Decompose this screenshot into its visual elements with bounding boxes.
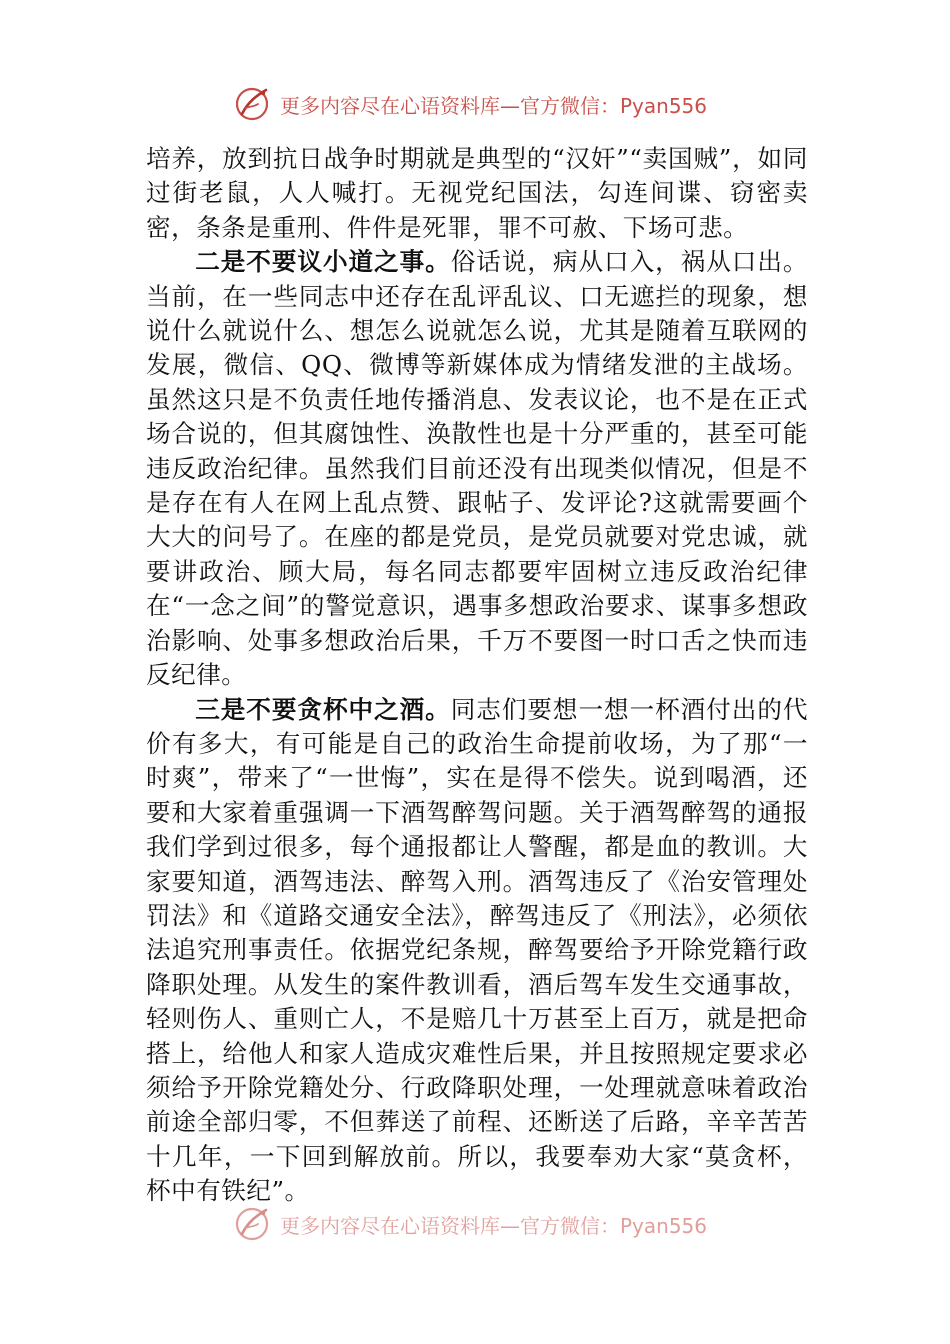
footer-banner <box>232 1204 752 1244</box>
paragraph-1-text: 培养，放到抗日战争时期就是典型的“汉奸”“卖国贼”，如同过街老鼠，人人喊打。无视党纪国法，勾连间谍、窃密卖密，条条是重刑、件件是死罪，罪不可赦、下场可悲。 <box>146 144 808 242</box>
document-body <box>146 142 808 1209</box>
footer-banner-text: 更多内容尽在心语资料库—官方微信：Pyan556 <box>280 1213 708 1238</box>
header-banner-text: 更多内容尽在心语资料库—官方微信：Pyan556 <box>280 93 708 118</box>
paragraph-3 <box>146 693 808 1209</box>
paragraph-2 <box>146 245 808 692</box>
paragraph-1 <box>146 142 808 245</box>
paragraph-2-text: 俗话说，病从口入，祸从口出。当前，在一些同志中还存在乱评乱议、口无遮拦的现象，想说什么就说什么、想怎么说就怎么说，尤其是随着互联网的发展，微信、QQ、微博等新媒体成为情绪发泄的主战场。虽然这只是不负责任地传播消息、发表议论，也不是在正式场合说的，但其腐蚀性、涣散性也是十分严重的，甚至可能违反政治纪律。虽然我们目前还没有出现类似情况，但是不是存在有人在网上乱点赞、跟帖子、发评论?这就需要画个大大的问号了。在座的都是党员，是党员就要对党忠诚，就要讲政治、顾大局，每名同志都要牢固树立违反政治纪律在“一念之间”的警觉意识，遇事多想政治要求、谋事多想政治影响、处事多想政治后果，千万不要图一时口舌之快而违反纪律。 <box>146 247 808 690</box>
paragraph-3-lead: 三是不要贪杯中之酒。 <box>195 694 451 724</box>
header-banner <box>232 84 752 124</box>
paragraph-3-text: 同志们要想一想一杯酒付出的代价有多大，有可能是自己的政治生命提前收场，为了那“一时爽”，带来了“一世悔”，实在是得不偿失。说到喝酒，还要和大家着重强调一下酒驾醉驾问题。关于酒驾醉驾的通报我们学到过很多，每个通报都让人警醒，都是血的教训。大家要知道，酒驾违法、醉驾入刑。酒驾违反了《治安管理处罚法》和《道路交通安全法》，醉驾违反了《刑法》，必须依法追究刑事责任。依据党纪条规，醉驾要给予开除党籍行政降职处理。从发生的案件教训看，酒后驾车发生交通事故，轻则伤人、重则亡人，不是赔几十万甚至上百万，就是把命搭上，给他人和家人造成灾难性后果，并且按照规定要求必须给予开除党籍处分、行政降职处理，一处理就意味着政治前途全部归零，不但葬送了前程、还断送了后路，辛辛苦苦十几年，一下回到解放前。所以，我要奉劝大家“莫贪杯，杯中有铁纪”。 <box>146 694 808 1206</box>
brand-logo-icon <box>232 84 272 124</box>
brand-logo-icon <box>232 1204 272 1244</box>
paragraph-2-lead: 二是不要议小道之事。 <box>195 247 451 277</box>
